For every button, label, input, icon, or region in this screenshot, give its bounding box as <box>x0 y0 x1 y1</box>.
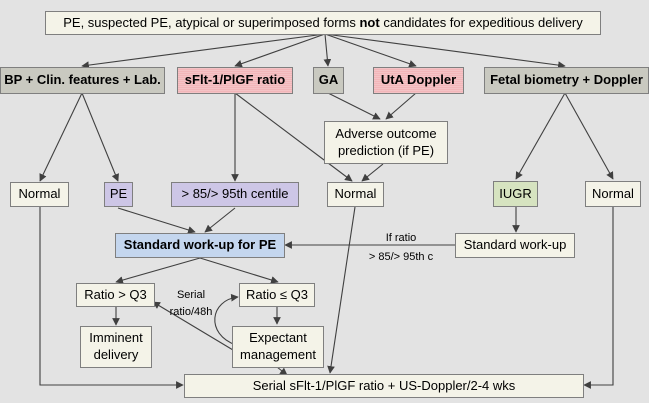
centile-label: > 85/> 95th centile <box>181 186 289 202</box>
normal-mid-box <box>327 182 384 207</box>
sflt-ratio-box <box>177 67 293 94</box>
ga-label: GA <box>318 72 339 88</box>
centile-box <box>171 182 299 207</box>
expectant-line2: management <box>240 347 316 362</box>
ratio-le-q3-label: Ratio ≤ Q3 <box>245 286 309 302</box>
adverse-outcome-box <box>324 121 448 164</box>
arrow-fetal-to-normal-right <box>565 93 613 179</box>
arrow-fetal-to-iugr <box>516 93 565 179</box>
adverse-outcome-line1: Adverse outcome <box>335 125 437 141</box>
pe-label: PE <box>109 186 128 202</box>
arrow-ga-to-adverse <box>328 93 380 119</box>
if-ratio-line2: > 85/> 95th c <box>368 250 434 263</box>
top-criteria-post: candidates for expeditious delivery <box>379 14 583 30</box>
standard-workup-box <box>455 233 575 258</box>
arrow-bp-to-pe <box>82 93 118 181</box>
serial-monitoring-box <box>184 374 584 398</box>
arrow-top-to-uta <box>325 34 416 66</box>
arrow-bp-to-normal <box>40 93 82 181</box>
arrow-pe-workup-to-ratio-le <box>200 258 278 282</box>
iugr-box <box>493 181 538 207</box>
arrow-top-to-fetal <box>325 34 565 66</box>
adverse-outcome-line2: prediction (if PE) <box>337 142 435 158</box>
standard-workup-pe-label: Standard work-up for PE <box>123 237 277 253</box>
normal-mid-label: Normal <box>334 186 377 202</box>
serial-ratio-line1: Serial <box>176 289 206 301</box>
arrow-pe-workup-to-ratio-gt <box>116 258 200 282</box>
arrow-top-to-bp <box>82 34 325 66</box>
imminent-line1: Imminent <box>89 330 143 346</box>
bp-clin-lab-label: BP + Clin. features + Lab. <box>4 72 161 88</box>
fetal-biometry-label: Fetal biometry + Doppler <box>490 72 643 88</box>
ga-box <box>313 67 344 94</box>
normal-left-box <box>10 182 69 207</box>
iugr-label: IUGR <box>499 185 532 201</box>
normal-right-label: Normal <box>592 185 634 201</box>
arrow-pe-to-pe-workup <box>118 208 195 232</box>
serial-ratio-label <box>168 287 214 320</box>
top-criteria-box <box>45 11 601 35</box>
arrow-centile-to-pe-workup <box>205 208 235 232</box>
expectant-management-box <box>232 326 324 368</box>
arrow-normal-right-to-serial <box>584 207 613 385</box>
standard-workup-pe-box <box>115 233 285 258</box>
ratio-le-q3-box <box>239 283 315 307</box>
arrow-top-to-ga <box>325 34 328 66</box>
arrow-normal-mid-to-serial <box>330 207 355 373</box>
standard-workup-label: Standard work-up <box>463 237 567 253</box>
top-criteria-pre: PE, suspected PE, atypical or superimposed forms <box>63 14 360 30</box>
serial-ratio-line2: ratio/48h <box>169 305 213 318</box>
fetal-biometry-box <box>484 67 649 94</box>
expectant-line1: Expectant <box>249 330 307 346</box>
uta-doppler-label: UtA Doppler <box>380 72 457 88</box>
imminent-line2: delivery <box>93 347 139 362</box>
serial-monitoring-label: Serial sFlt-1/PlGF ratio + US-Doppler/2-4 wks <box>252 377 516 393</box>
sflt-ratio-label: sFlt-1/PlGF ratio <box>184 72 286 88</box>
ratio-gt-q3-label: Ratio > Q3 <box>84 286 147 302</box>
imminent-delivery-box <box>80 326 152 368</box>
top-criteria-bold: not <box>359 14 380 30</box>
arrow-adverse-to-normal-mid <box>362 164 383 181</box>
ratio-gt-q3-box <box>76 283 155 307</box>
pe-box <box>104 182 133 207</box>
uta-doppler-box <box>373 67 464 94</box>
arrow-uta-to-adverse <box>386 93 416 119</box>
if-ratio-line1: If ratio <box>385 232 417 244</box>
normal-left-label: Normal <box>18 186 61 202</box>
normal-right-box <box>585 181 641 207</box>
bp-clin-lab-box <box>0 67 165 94</box>
arrow-top-to-sflt <box>235 34 325 66</box>
if-ratio-label <box>365 230 437 265</box>
